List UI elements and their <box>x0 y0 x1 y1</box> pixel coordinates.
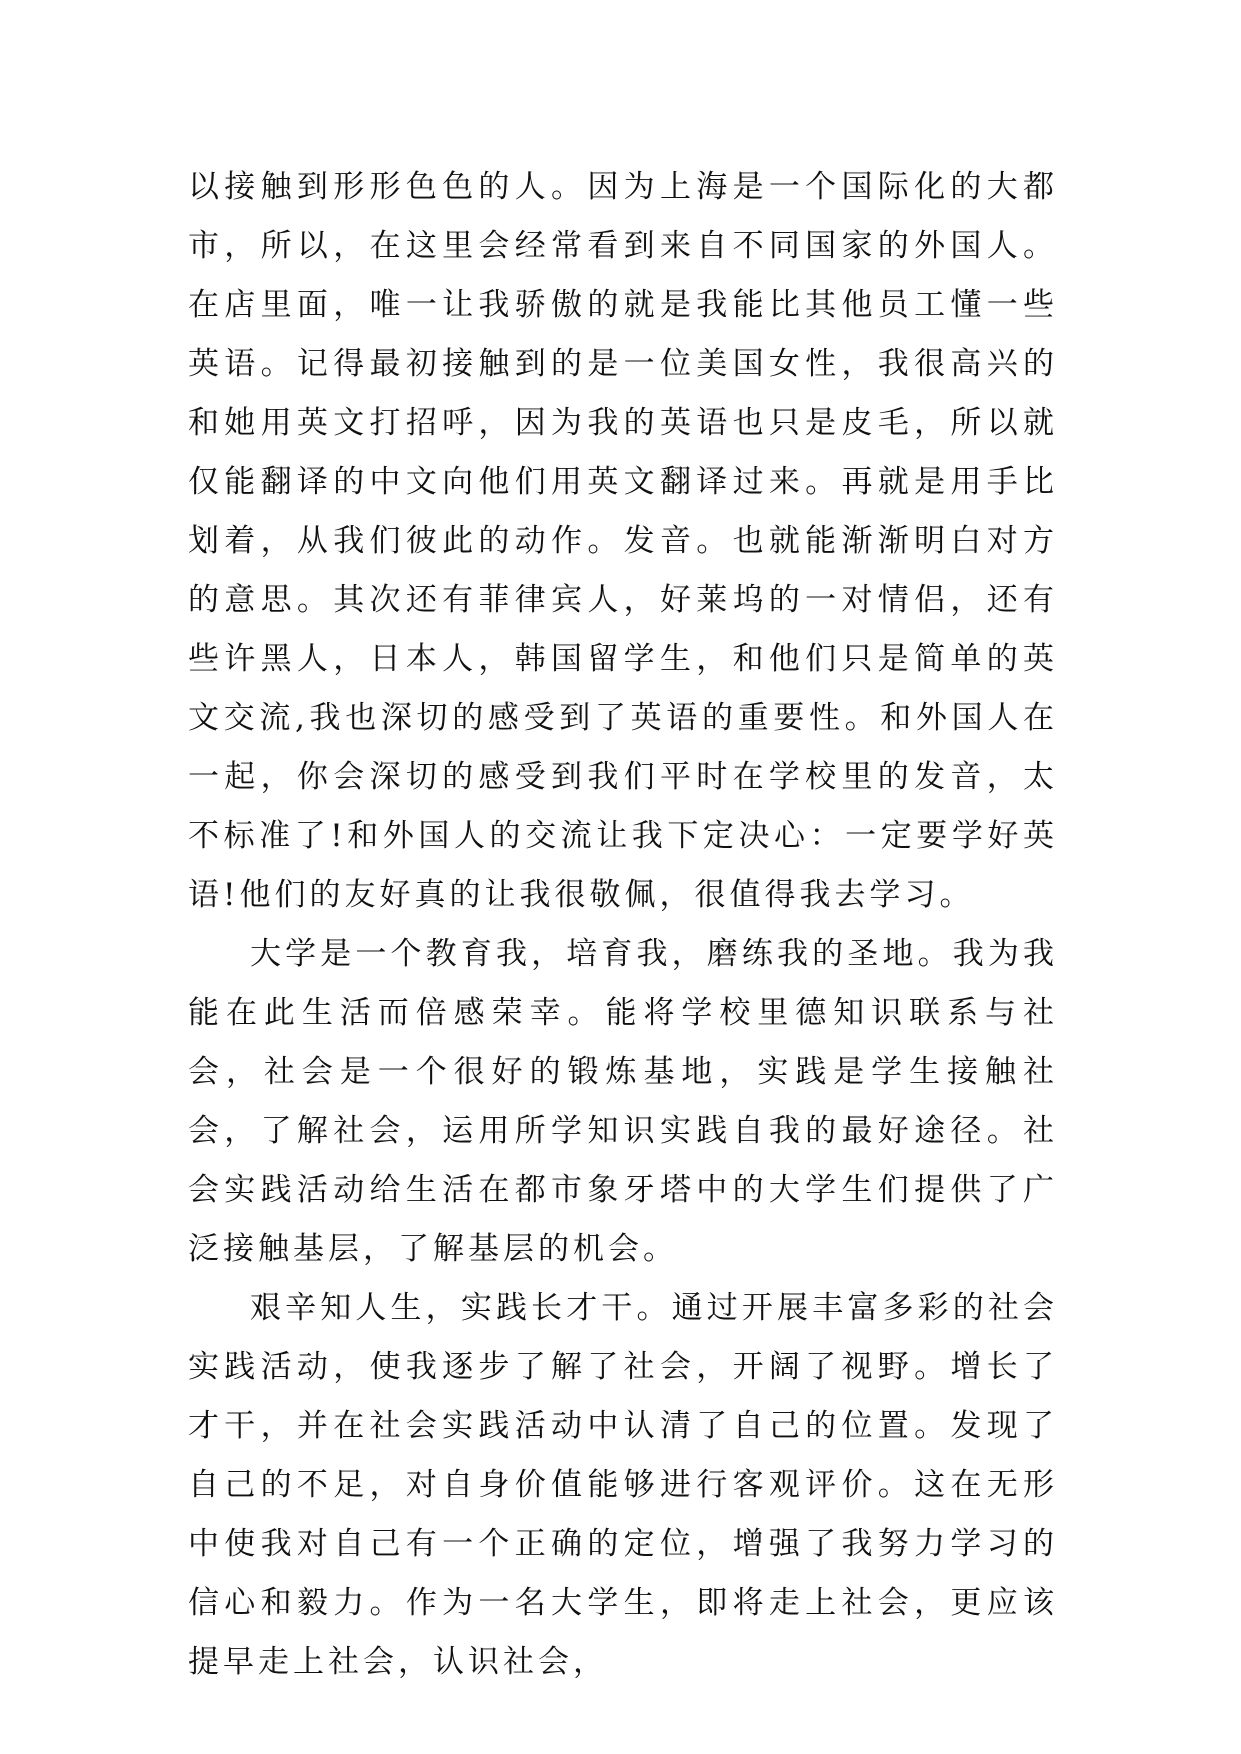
document-body <box>188 158 1058 1692</box>
paragraph-2: 大学是一个教育我，培育我，磨练我的圣地。我为我能在此生活而倍感荣幸。能将学校里德知识联系与社会，社会是一个很好的锻炼基地，实践是学生接触社会，了解社会，运用所学知识实践自我的最好途径。社会实践活动给生活在都市象牙塔中的大学生们提供了广泛接触基层，了解基层的机会。 <box>188 936 1058 1267</box>
paragraph-1: 以接触到形形色色的人。因为上海是一个国际化的大都市，所以，在这里会经常看到来自不同国家的外国人。在店里面，唯一让我骄傲的就是我能比其他员工懂一些英语。记得最初接触到的是一位美国女性，我很高兴的和她用英文打招呼，因为我的英语也只是皮毛，所以就仅能翻译的中文向他们用英文翻译过来。再就是用手比划着，从我们彼此的动作。发音。也就能渐渐明白对方的意思。其次还有菲律宾人，好莱坞的一对情侣，还有些许黑人，日本人，韩国留学生，和他们只是简单的英文交流,我也深切的感受到了英语的重要性。和外国人在一起，你会深切的感受到我们平时在学校里的发音，太不标准了!和外国人的交流让我下定决心：一定要学好英语!他们的友好真的让我很敬佩，很值得我去学习。 <box>188 169 1058 913</box>
paragraph-3: 艰辛知人生，实践长才干。通过开展丰富多彩的社会实践活动，使我逐步了解了社会，开阔了视野。增长了才干，并在社会实践活动中认清了自己的位置。发现了自己的不足，对自身价值能够进行客观评价。这在无形中使我对自己有一个正确的定位，增强了我努力学习的信心和毅力。作为一名大学生，即将走上社会，更应该提早走上社会，认识社会， <box>188 1290 1058 1680</box>
